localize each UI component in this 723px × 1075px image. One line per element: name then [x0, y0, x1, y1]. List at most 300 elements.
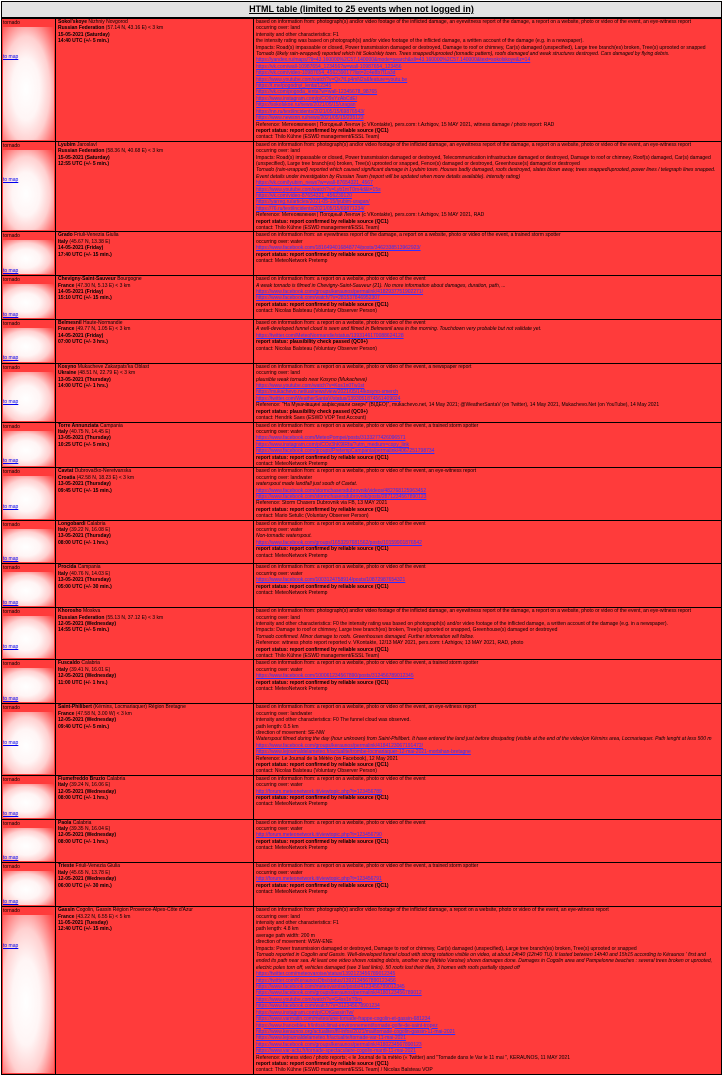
to-map-link[interactable]: to map — [3, 942, 19, 949]
source-link[interactable]: https://vk.com/video-87654321_456239120 — [256, 192, 352, 199]
source-link[interactable]: https://www.facebook.com/100061234567890/posts/312456789012345 — [256, 673, 414, 680]
source-link[interactable]: https://www.instagram.com/p/CO9xYzAbCdE/ — [256, 95, 358, 102]
location-country: France — [58, 710, 75, 717]
report-status: report status: report confirmed by reliable source (QC1) — [256, 794, 389, 801]
detail-line: Impacts: Power transmission damaged or destroyed, Damage to roof or chimney, Car(s) damaged (unspecified), Large tree branch(es) broken, Tree(s) uprooted or snapped — [256, 945, 637, 952]
event-time: 17:40 UTC (+/- 15 min.) — [58, 251, 112, 258]
detail-line: based on information from: a report on a website, photo or video of the event — [256, 819, 426, 826]
to-map-link[interactable]: to map — [3, 739, 19, 746]
to-map-link[interactable]: to map — [3, 457, 19, 464]
location-country: Italy — [58, 782, 69, 789]
event-location-cell — [56, 564, 254, 608]
event-thumbnail-cell — [2, 19, 56, 142]
event-details-cell — [254, 520, 722, 564]
event-date: 13-05-2021 (Thursday) — [58, 577, 111, 584]
detail-line: based on information from: a report on a website, photo or video of the event — [256, 520, 426, 527]
to-map-link[interactable]: to map — [3, 811, 19, 818]
detail-line: Impacts: Road(s) impassable or closed, Power transmission damaged or destroyed, Damage to roof or chimney, Car(s) damaged (unspecified), Large tree branch(es) broken, Tree(s) uprooted or snapped — [256, 44, 706, 51]
detail-line: occurring over: water — [256, 527, 303, 533]
event-type: tornado — [3, 469, 20, 476]
source-link[interactable]: https://vk.com/pogoda_lenta?w=wall-12345678_98765 — [256, 89, 378, 96]
detail-line: Reference: Storm Chasers Dubrovnik via FB, 13 MAY 2021 — [256, 500, 388, 507]
event-thumbnail-cell — [2, 422, 56, 468]
event-date: 12-05-2021 (Wednesday) — [58, 832, 116, 839]
location-country: Italy — [58, 869, 69, 876]
report-status: report status: report confirmed by reliable source (QC1) — [256, 301, 389, 308]
event-details-cell — [254, 907, 722, 1075]
detail-line: based on information from: a report on a website, photo or video of the event, a newspaper report — [256, 363, 472, 370]
event-thumbnail-cell — [2, 564, 56, 608]
event-details-cell — [254, 863, 722, 907]
source-link[interactable]: https://www.facebook.com/groups/1653297681562/posts/10159901876542 — [256, 539, 422, 546]
event-type: tornado — [3, 142, 20, 149]
event-description: waterspout made landfall just south of Cavtat. — [256, 481, 358, 488]
detail-line: occurring over: water — [256, 570, 303, 577]
event-type: tornado — [3, 233, 20, 240]
location-coords: (47.30 N, 5.13 E) < 3 km — [75, 282, 131, 289]
event-date: 13-05-2021 (Thursday) — [58, 533, 111, 540]
location-region: Nizhniy Novgorod — [88, 19, 128, 25]
event-thumbnail-cell — [2, 363, 56, 422]
source-link[interactable]: https://www.youtube.com/watch?v=G4ss1nT0rn — [256, 996, 362, 1003]
location-coords: (40.76 N, 14.03 E) — [69, 570, 111, 577]
event-description: Tornado (likely rain-wrapped) reported which hit Sokolskiy town. Trees snapped/uprooted (tornadic pattern), roofs damaged and weak structures destroyed. Cars damaged by flying debris. — [256, 51, 670, 58]
event-location-cell — [56, 19, 254, 142]
table-row — [2, 564, 722, 608]
detail-line: based on information from: photograph(s) and/or video footage of the inflicted damage, an eyewitness report of the damage, a report on a website, photo or video of the event, an eye-witness report — [256, 608, 691, 615]
report-status: report status: report confirmed by reliable source (QC1) — [256, 838, 389, 845]
detail-line: occurring over: land — [256, 148, 300, 155]
detail-line: contact: MeteoNetwork Pretemp — [256, 845, 328, 852]
location-place: Longobardi — [58, 520, 86, 527]
event-location-cell — [56, 520, 254, 564]
location-place: Khorosho — [58, 608, 82, 615]
source-link[interactable]: https://www.var-actu.fr/tornade-spectaculaire-cogolin-mardi-11-mai-2021 — [256, 1048, 416, 1055]
detail-line: direction of movement: SE-NW — [256, 729, 325, 736]
event-thumbnail-cell — [2, 704, 56, 775]
source-link[interactable]: https://www.facebook.com/stormchasersdubrovnik/posts/2871234567890123 — [256, 493, 427, 500]
location-country: Italy — [58, 570, 69, 577]
to-map-link[interactable]: to map — [3, 898, 19, 905]
event-details-cell — [254, 422, 722, 468]
table-row — [2, 19, 722, 142]
event-photo[interactable] — [3, 372, 54, 421]
event-type: tornado — [3, 864, 20, 871]
page-title: HTML table (limited to 25 events when not logged in) — [1, 1, 722, 18]
source-link[interactable]: https://www.facebook.com/groups/keraunos/permalink/4180123456789012 — [256, 990, 422, 997]
report-status: report status: report confirmed by reliable source (QC1) — [256, 1060, 389, 1067]
to-map-link[interactable]: to map — [3, 355, 19, 362]
source-link[interactable]: http://forum.meteonetwork.it/viewtopic.php?t=123456790 — [256, 832, 382, 839]
location-coords: (39.22 N, 16.08 E) — [69, 527, 111, 533]
event-details-cell — [254, 608, 722, 660]
source-link[interactable]: https://www.facebook.com/MeteoPompei/posts/3133277426096571 — [256, 435, 406, 442]
detail-line: contact: Nicolas Balsteau (Voluntary Observer Person) — [256, 345, 377, 352]
event-location-cell — [56, 863, 254, 907]
detail-line: intensity and other characteristics: F1 — [256, 920, 339, 926]
location-region: Calabria — [86, 520, 106, 527]
report-status: report status: report confirmed by reliable source (QC1) — [256, 679, 389, 686]
detail-line: intensity and other characteristics: F1 — [256, 31, 339, 38]
location-region: Friuli-Venezia Giulia — [74, 232, 119, 239]
source-link[interactable]: https://vk.com/wall-10987654_123456?w=wall-10987654_123456 — [256, 63, 402, 70]
source-link[interactable]: https://www.facebook.com/groups/keraunos/permalink/4184123067191472/ — [256, 742, 424, 749]
detail-line: contact: MeteoNetwork Pretemp — [256, 801, 328, 808]
location-region: Cogolin, Gassin Région Provence-Alpes-Côte d'Azur — [76, 907, 193, 914]
event-date: 12-05-2021 (Wednesday) — [58, 876, 116, 883]
event-date: 14-05-2021 (Friday) — [58, 332, 104, 339]
location-place: Torre Annunziata — [58, 422, 99, 429]
detail-line: occurring over: landwater — [256, 474, 313, 481]
source-link[interactable]: https://mukachevo.net/ua/news/view/2021/05/14/kosyno-smerch — [256, 389, 399, 396]
detail-line: Reference: Le Journal de la Météo (on Facebook), 12 May 2021 — [256, 755, 399, 762]
event-type: tornado — [3, 661, 20, 668]
detail-line: Reference: Метеоявления | Погодный Лентач (с VKontakte), pers.com: t.Azhigov, 15 MAY 2021, RAD — [256, 212, 485, 219]
report-status: report status: report confirmed by reliable source (QC1) — [256, 583, 389, 590]
event-thumbnail-cell — [2, 232, 56, 276]
source-link[interactable]: https://nn.ru/text/incidents/2021/05/15/69876543/ — [256, 108, 365, 115]
event-location-cell — [56, 320, 254, 364]
event-description: Tornado reported in Cogolin and Gassin. Well-developed funnel cloud with strong rotation visible on video, at about 14h40 (12h40 TU). It lasted between 14h40 and 15h15 according to Kéraunos ' first and ended its path near sea. At least one video shows rotating debris, another one (Météo Varoise) shows damages done. Damages in Cogolin area and Pampelonne beaches : several trees broken or uprooted, electric poles torn off, vehicles damaged (see 3 last links). 50 roofs lost their tiles, 3 homes with roofs partially ripped off — [256, 952, 713, 971]
detail-line: contact: Thilo Kühne (ESWD management/ESSL Team) — [256, 134, 380, 141]
event-location-cell — [56, 141, 254, 232]
detail-line: occurring over: land — [256, 370, 300, 377]
location-place: Saint-Philibert — [58, 704, 92, 711]
detail-line: contact: Thilo Kühne (ESWD management/ESSL Team) — [256, 653, 380, 660]
location-country: Italy — [58, 825, 69, 832]
detail-line: based on information from: a report on a website, photo or video of the event, a trained storm spotter — [256, 863, 479, 870]
table-row — [2, 660, 722, 704]
location-region: Campania — [99, 422, 123, 429]
source-link[interactable]: https://www.youtube.com/watch?v=Kos1n0Tw1st — [256, 383, 365, 390]
source-link[interactable]: https://vk.com/video-10987654_456239017?list=2c4e8b7f1a3d — [256, 70, 396, 77]
to-map-link[interactable]: to map — [3, 695, 19, 702]
event-thumbnail-cell — [2, 863, 56, 907]
detail-line: based on information from: a report on a website, photo or video of the event, an eye-witness report — [256, 704, 477, 711]
detail-line: contact: Nicolas Balsteau (Voluntary Observer Person) — [256, 768, 377, 775]
report-status: report status: report confirmed by reliable source (QC1) — [256, 761, 389, 768]
detail-line: Reference: witness video / photo reports; « le Journal de la météo (« Twitter) and "Tornade dans le Var le 11 mai ", KERAUNOS, 11 MAY 2021 — [256, 1054, 570, 1061]
table-row — [2, 775, 722, 819]
location-place: Fiumefreddo Bruzio — [58, 775, 106, 782]
detail-line: path length: 0.5 km — [256, 723, 299, 730]
source-link[interactable]: https://www.instagram.com/p/COtGassinTw/ — [256, 1009, 354, 1016]
event-photo[interactable] — [3, 476, 54, 518]
source-link[interactable]: https://www.youtube.com/watch?v=Lyb1mT0rn4d&t=15s — [256, 186, 381, 193]
source-link[interactable]: https://www.facebook.com/groups/keraunos/permalink/4180234567890123 — [256, 1041, 422, 1048]
location-country: Ukraine — [58, 370, 77, 377]
event-date: 14-05-2021 (Friday) — [58, 289, 104, 296]
event-date: 12-05-2021 (Wednesday) — [58, 717, 116, 724]
location-region: Jaroslavl — [76, 141, 97, 148]
event-description: Non-tornadic waterspout. — [256, 533, 312, 540]
event-description: plausible weak tornado near Kosyno (Mukacheve) — [256, 376, 367, 383]
location-place: Kosyno — [58, 363, 77, 370]
event-time: 08:00 UTC (+/- 1 hrs.) — [58, 794, 108, 801]
to-map-link[interactable]: to map — [3, 503, 19, 510]
source-link[interactable]: https://www.facebook.com/watch/?v=281537846952307 — [256, 295, 380, 302]
table-row — [2, 320, 722, 364]
source-link[interactable]: https://www.facebook.com/groups/PretempCampania/permalink/4067251798734 — [256, 448, 435, 455]
source-link[interactable]: https://twitter.com/WeatherSantaV/status/1393051874561409024 — [256, 395, 401, 402]
source-link[interactable]: http://forum.meteonetwork.it/viewtopic.php?t=123456791 — [256, 876, 382, 883]
source-link[interactable]: https://www.varmatin.com/meteo/une-tornade-frappe-cogolin-et-gassin-681234 — [256, 1016, 431, 1023]
event-thumbnail-cell — [2, 276, 56, 320]
location-region: Friuli-Venezia Giulia — [75, 863, 120, 870]
detail-line: occurring over: water — [256, 666, 303, 673]
source-link[interactable]: https://yarreg.ru/articles/2021-05-15/lyubim-uragan/ — [256, 199, 370, 206]
source-link[interactable]: https://www.lejournaldelameteo.fr/actualite/tornade-var-11-mai-2021 — [256, 1035, 406, 1042]
event-time: 10:25 UTC (+/- 5 min.) — [58, 441, 109, 448]
to-map-link[interactable]: to map — [3, 54, 19, 61]
to-map-link[interactable]: to map — [3, 599, 19, 606]
location-coords: (39.24 N, 16.06 E) — [69, 782, 111, 789]
table-row — [2, 276, 722, 320]
event-location-cell — [56, 608, 254, 660]
location-region: Calabria — [106, 775, 126, 782]
location-coords: (49.77 N, 1.05 E) < 3 km — [75, 326, 131, 333]
event-thumbnail-cell — [2, 468, 56, 520]
event-location-cell — [56, 232, 254, 276]
event-type: tornado — [3, 277, 20, 284]
location-region: Moskva — [83, 608, 101, 615]
location-coords: (48.51 N, 22.79 E) < 3 km — [77, 370, 136, 377]
location-coords: (58.36 N, 40.68 E) < 3 km — [105, 148, 164, 155]
to-map-link[interactable]: to map — [3, 854, 19, 861]
report-status: report status: report confirmed by reliable source (QC1) — [256, 251, 389, 258]
event-thumbnail-cell — [2, 520, 56, 564]
detail-line: based on information from: photograph(s) and/or video footage of the inflicted damage, an eyewitness report of the damage, a report on a website, photo or video of the event, an eye-witness report — [256, 19, 691, 25]
report-status: report status: report confirmed by reliable source (QC1) — [256, 506, 389, 513]
event-details-cell — [254, 704, 722, 775]
event-description: Waterspout filmed during the day (hour unknown) from Saint-Philibert. It have entered the land just before dissipating (visible at the end of the video)on Kérnins area, Locmariaquer. Path lenght at less 500 m — [256, 736, 712, 743]
source-link[interactable]: https://www.instagram.com/p/COz3hK9IRfa/?utm_medium=copy_link — [256, 441, 409, 448]
event-type: tornado — [3, 565, 20, 572]
source-link[interactable]: https://www.facebook.com/meteovaroise/posts/4123456789012345 — [256, 984, 405, 991]
source-link[interactable]: https://t.me/pogodnyi_lenta/12345 — [256, 83, 332, 90]
event-thumbnail-cell — [2, 775, 56, 819]
source-link[interactable]: https://yandex.ru/maps/?ll=43.160000%2C57.140000&mode=search&sll=43.160000%2C57.140000&text=sokolskoye&z=14 — [256, 57, 531, 64]
source-link[interactable]: https://www.lejournaldelameteo.fr/actualite/trombe-locmariaquer-12-mai-2021-morbihan-bretagne — [256, 749, 471, 756]
location-coords: (47.58 N, 3.00 W) < 3 km — [75, 710, 132, 717]
report-status: report status: plausibility check passed (QC0+) — [256, 408, 368, 415]
detail-line: direction of movement: WSW-ENE — [256, 939, 333, 946]
location-country: Russian Federation — [58, 148, 105, 155]
location-place: Cavtat — [58, 468, 74, 475]
report-status: report status: plausibility check passed (QC0+) — [256, 339, 368, 346]
event-location-cell — [56, 907, 254, 1075]
event-type: tornado — [3, 820, 20, 827]
location-country: France — [58, 913, 75, 920]
source-link[interactable]: https://www.youtube.com/watch?v=Qx7tLp4mN2s&feature=youtu.be — [256, 76, 408, 83]
event-photo[interactable] — [3, 150, 54, 231]
source-link[interactable]: https://76.ru/text/incidents/2021/05/15/69871234/ — [256, 205, 365, 212]
location-coords: (42.58 N, 18.23 E) < 3 km — [76, 474, 135, 481]
detail-line: Impacts: Road(s) impassable or closed, Power transmission damaged or destroyed, Telecommunication infrastructure damaged or destroyed, Damage to roof or chimney, Roof(s) damaged, Car(s) damaged (unspecified), Large tree branch(es) broken, Tree(s) uprooted or snapped, Fence(s) damaged or destroyed, Greenhouse(s) damaged or destroyed — [256, 154, 711, 167]
detail-line: based on information from: a report on a website, photo or video of the event — [256, 320, 426, 327]
source-link[interactable]: https://www.francebleu.fr/infos/climat-environnement/tornade-golfe-de-saint-tropez — [256, 1022, 438, 1029]
to-map-link[interactable]: to map — [3, 267, 19, 274]
source-link[interactable]: https://sokolskoe.ru/news/2021/05/15/uragan — [256, 102, 356, 109]
source-link[interactable]: https://www.facebook.com/groups/keraunos/permalink/4182937751902271/ — [256, 289, 424, 296]
source-link[interactable]: https://twitter.com/MeteoNormandie/status/1393146170088624128 — [256, 332, 404, 339]
source-link[interactable]: https://www.facebook.com/1816494016848774/posts/3462338513962923/ — [256, 245, 421, 252]
detail-line: occurring over: water — [256, 782, 303, 789]
event-type: tornado — [3, 321, 20, 328]
event-description: A well-developed funnel cloud is seen and filmed in Belmesnil area in the morning. Touchdown very probable but not validate yet. — [256, 326, 542, 333]
location-place: Belmesnil — [58, 320, 82, 327]
event-date: 13-05-2021 (Thursday) — [58, 376, 111, 383]
event-details-cell — [254, 232, 722, 276]
location-place: Trieste — [58, 863, 75, 870]
event-details-cell — [254, 468, 722, 520]
event-type: tornado — [3, 521, 20, 528]
to-map-link[interactable]: to map — [3, 177, 19, 184]
event-time: 14:55 UTC (+/- 5 min.) — [58, 627, 109, 634]
location-region: Campania — [77, 564, 101, 571]
event-location-cell — [56, 422, 254, 468]
table-row — [2, 232, 722, 276]
report-status: report status: report confirmed by reliable source (QC1) — [256, 882, 389, 889]
detail-line: intensity and other characteristics: F0 the intensity rating was based on photograph(s) and/or video footage of the inflicted damage, a written account of the damage (e.g. in a newspaper). — [256, 621, 668, 628]
detail-line: based on information from: photograph(s) and/or video footage of the inflicted damage, an eyewitness report of the damage, a report on a website, photo or video of the event, an eye-witness report — [256, 141, 691, 148]
table-row — [2, 863, 722, 907]
detail-line: contact: Mario Setulic (Voluntary Observer Person) — [256, 513, 369, 520]
location-coords: (43.22 N, 6.55 E) < 5 km — [75, 913, 131, 920]
event-time: 15:10 UTC (+/- 15 min.) — [58, 295, 112, 302]
source-link[interactable]: https://www.facebook.com/1003124758914/posts/10872987654321 — [256, 577, 406, 584]
location-region: Bourgogne — [117, 276, 142, 283]
detail-line: occurring over: land — [256, 614, 300, 621]
location-country: Italy — [58, 527, 69, 533]
detail-line: contact: MeteoNetwork Pretemp — [256, 889, 328, 895]
event-thumbnail-cell — [2, 907, 56, 1075]
location-coords: (39.41 N, 16.01 E) — [69, 666, 111, 673]
event-date: 14-05-2021 (Friday) — [58, 245, 104, 252]
detail-line: Impacts: Damage to roof or chimney, Large tree branch(es) broken, Tree(s) uprooted or snapped, Greenhouse(s) damaged or destroyed — [256, 627, 558, 634]
event-details-cell — [254, 819, 722, 863]
event-thumbnail-cell — [2, 819, 56, 863]
detail-line: Reference: witness photo report reported v. VKontakte, 12/13 MAY 2021, pers.com: t.Azhigov, 13 MAY 2021, RAD, photo — [256, 640, 524, 647]
location-country: Italy — [58, 238, 69, 245]
location-coords: (45.65 N, 13.78 E) — [69, 869, 111, 876]
location-region: Mukacheve Zakarpats'ka Oblast — [77, 363, 149, 370]
event-time: 14:40 UTC (+/- 5 min.) — [58, 38, 109, 45]
event-thumbnail-cell — [2, 141, 56, 232]
location-place: Procida — [58, 564, 77, 571]
event-time: 05:00 UTC (+/- 30 min.) — [58, 583, 112, 590]
location-region: Haute-Normandie — [83, 320, 123, 327]
event-details-cell — [254, 276, 722, 320]
detail-line: contact: Nicolas Balsteau (Voluntary Observer Person) — [256, 308, 377, 315]
detail-line: contact: Thilo Kühne (ESWD management/ESSL Team) — [256, 225, 380, 231]
event-details-cell — [254, 363, 722, 422]
location-region: Dubrovačko-Neretvanska — [74, 468, 132, 475]
event-photo[interactable] — [3, 27, 54, 140]
location-place: Gassin — [58, 907, 75, 914]
detail-line: occurring over: landwater — [256, 710, 313, 717]
event-details-cell — [254, 320, 722, 364]
event-time: 12:40 UTC (+/- 15 min.) — [58, 926, 112, 933]
source-link[interactable]: https://www.newsnn.ru/news/2021/05/15/235123 — [256, 115, 364, 122]
table-row — [2, 468, 722, 520]
detail-line: path length: 4.8 km — [256, 926, 299, 933]
event-date: 11-05-2021 (Tuesday) — [58, 920, 108, 926]
detail-line: occurring over: water — [256, 869, 303, 876]
to-map-link[interactable]: to map — [3, 643, 19, 650]
event-time: 14:00 UTC (+/- 1 hrs.) — [58, 383, 108, 390]
source-link[interactable]: https://vk.com/lyubim_news?w=wall-87654321_4567 — [256, 180, 373, 187]
detail-line: the intensity rating was based on photograph(s) and/or video footage of the inflicted damage, a written account of the damage (e.g. in a newspaper). — [256, 38, 584, 45]
location-coords: (40.75 N, 14.45 E) — [69, 428, 111, 435]
source-link[interactable]: https://twitter.com/KeraunosObs/status/1392134567890123456 — [256, 977, 396, 984]
event-location-cell — [56, 775, 254, 819]
event-date: 15-05-2021 (Saturday) — [58, 154, 110, 161]
report-status: report status: report confirmed by reliable source (QC1) — [256, 646, 389, 653]
source-link[interactable]: http://forum.meteonetwork.it/viewtopic.php?t=123456789 — [256, 788, 382, 795]
source-link[interactable]: https://www.keraunos.org/actualites/fil-infos/2021/mai/tornade-cogolin-gassin-11-mai-2021 — [256, 1028, 456, 1035]
source-link[interactable]: https://twitter.com/meteovaroise/status/1392123456789012345 — [256, 971, 396, 978]
event-location-cell — [56, 276, 254, 320]
event-location-cell — [56, 363, 254, 422]
event-location-cell — [56, 704, 254, 775]
to-map-link[interactable]: to map — [3, 399, 19, 406]
event-time: 08:00 UTC (+/- 1 hrs.) — [58, 838, 108, 845]
event-details-cell — [254, 564, 722, 608]
event-time: 11:00 UTC (+/- 1 hrs.) — [58, 679, 108, 686]
table-row — [2, 704, 722, 775]
location-country: France — [58, 282, 75, 289]
table-row — [2, 363, 722, 422]
location-place: Grado — [58, 232, 73, 239]
to-map-link[interactable]: to map — [3, 311, 19, 318]
event-photo[interactable] — [3, 616, 54, 658]
location-place: Paola — [58, 819, 72, 826]
detail-line: occurring over: water — [256, 825, 303, 832]
detail-line: contact: MeteoNetwork Pretemp — [256, 258, 328, 265]
location-coords: (45.67 N, 13.38 E) — [69, 238, 111, 245]
event-thumbnail-cell — [2, 660, 56, 704]
event-type: tornado — [3, 609, 20, 616]
event-time: 12:55 UTC (+/- 5 min.) — [58, 160, 109, 167]
event-photo[interactable] — [3, 915, 54, 1073]
detail-line: occurring over: water — [256, 428, 303, 435]
location-coords: (55.13 N, 37.12 E) < 3 km — [105, 614, 164, 621]
source-link[interactable]: https://www.facebook.com/watch/?v=312345678901234 — [256, 1003, 380, 1010]
event-date: 12-05-2021 (Wednesday) — [58, 788, 116, 795]
event-description: Tornado confirmed. Minor damage to roofs. Greenhouses damaged. Further information will follow. — [256, 633, 474, 640]
detail-line: based on information from: a report on a website, photo or video of the event, a trained storm spotter — [256, 422, 479, 429]
event-location-cell — [56, 819, 254, 863]
event-details-cell — [254, 19, 722, 142]
location-country: Italy — [58, 666, 69, 673]
event-type: tornado — [3, 908, 20, 915]
table-row — [2, 819, 722, 863]
detail-line: contact: Hendrik Saes (ESWD VOP Test Account) — [256, 415, 367, 422]
table-row — [2, 141, 722, 232]
location-country: Croatia — [58, 474, 76, 481]
location-country: Russian Federation — [58, 25, 105, 32]
event-date: 12-05-2021 (Wednesday) — [58, 621, 116, 628]
detail-line: occurring over: water — [256, 238, 303, 245]
event-type: tornado — [3, 423, 20, 430]
detail-line: based on information from: a report on a website, photo or video of the event — [256, 775, 426, 782]
event-time: 07:00 UTC (+/- 3 hrs.) — [58, 339, 108, 346]
table-row — [2, 520, 722, 564]
table-row — [2, 907, 722, 1075]
to-map-link[interactable]: to map — [3, 556, 19, 562]
source-link[interactable]: https://www.facebook.com/stormchasersdubrovnik/videos/482768125963452 — [256, 487, 427, 494]
